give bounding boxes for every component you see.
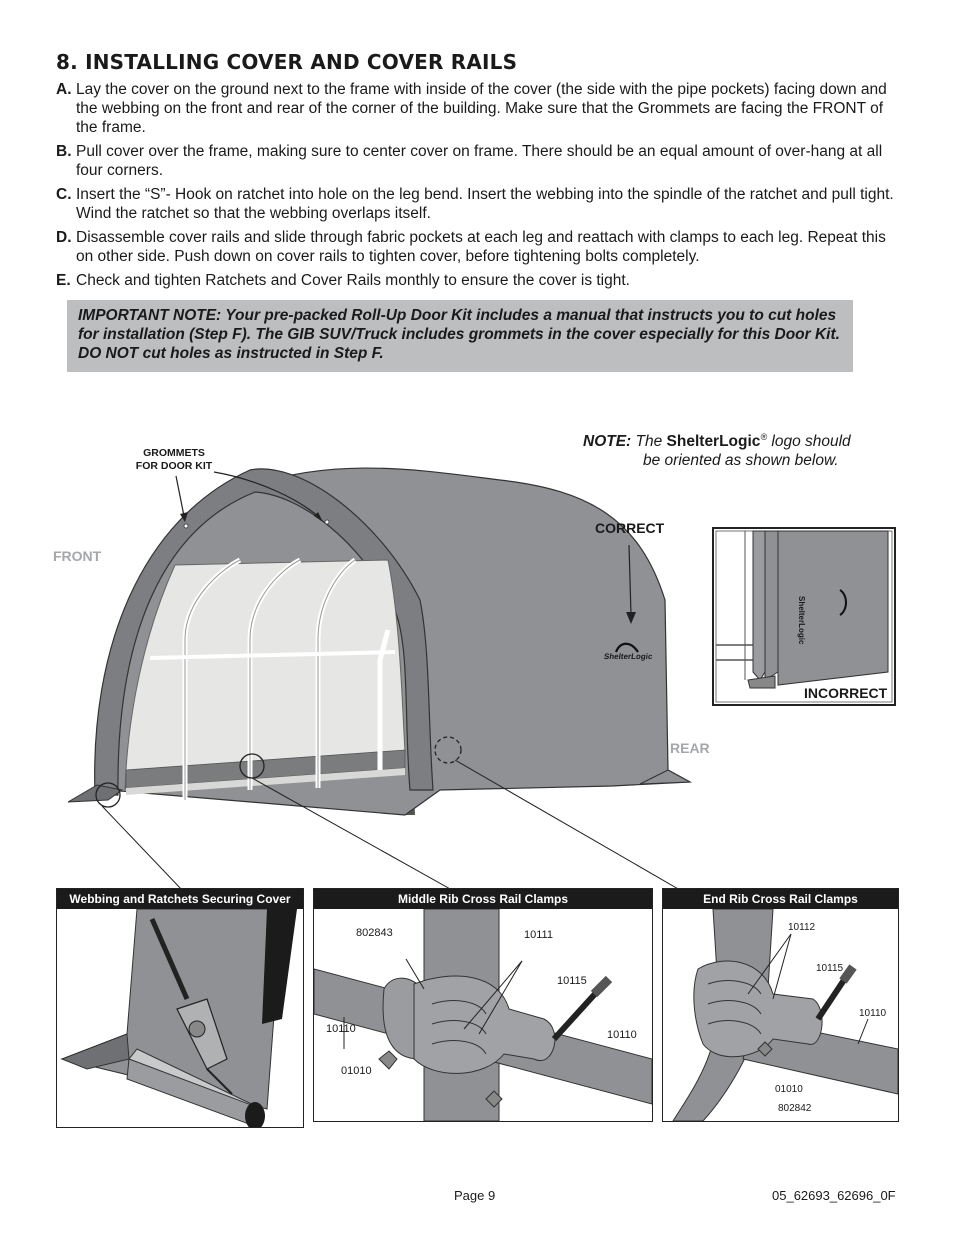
step-text: Disassemble cover rails and slide through fabric pockets at each leg and reattach with clamps to each leg. Repeat this on other side. Push down on cover rails to tighten cover, before tightening bolts completely. (76, 229, 886, 265)
step-text: Insert the “S”- Hook on ratchet into hole on the leg bend. Insert the webbing into the spindle of the ratchet and pull tight. Wind the ratchet so that the webbing overlaps itself. (76, 186, 894, 222)
step-text: Check and tighten Ratchets and Cover Rails monthly to ensure the cover is tight. (76, 272, 630, 289)
part-number: 10110 (859, 1008, 887, 1019)
incorrect-label: INCORRECT (804, 685, 888, 701)
registered-mark: ® (760, 432, 768, 442)
middle-rib-panel (313, 888, 653, 1122)
step-text: Pull cover over the frame, making sure to center cover on frame. There should be an equal amount of over-hang at all four corners. (76, 143, 883, 179)
important-note: IMPORTANT NOTE: Your pre-packed Roll-Up Door Kit includes a manual that instructs you to cut holes for installation (Step F). The GIB SUV/Truck includes grommets in the cover especially for this Door Kit. DO NOT cut holes as instructed in Step F. (67, 300, 853, 372)
step-letter: E. (56, 272, 71, 289)
cover-logo: ShelterLogic (603, 652, 654, 661)
part-number: 10110 (607, 1029, 637, 1041)
middle-rib-illustration (314, 909, 652, 1121)
step-letter: B. (56, 143, 72, 160)
part-number: 10110 (326, 1023, 356, 1035)
part-number: 01010 (775, 1084, 803, 1095)
brand-name: ShelterLogic (666, 433, 761, 451)
part-number: 10115 (816, 963, 844, 974)
step-text: Lay the cover on the ground next to the frame with inside of the cover (the side with the pipe pockets) facing down and the webbing on the front and rear of the corner of the building. Make sure that the Grommets are facing the FRONT of the frame. (76, 81, 887, 136)
webbing-panel-title: Webbing and Ratchets Securing Cover (57, 889, 303, 909)
rear-label: REAR (670, 740, 710, 756)
part-number: 802842 (778, 1103, 812, 1114)
note-line-2: be oriented as shown below. (643, 452, 839, 470)
step-letter: A. (56, 81, 72, 98)
note-text-2: logo should (767, 433, 851, 451)
document-id: 05_62693_62696_0F (772, 1188, 896, 1203)
incorrect-logo: ShelterLogic (797, 596, 806, 645)
note-prefix: NOTE: (583, 433, 632, 451)
part-number: 10111 (524, 929, 553, 941)
middle-rib-panel-title: Middle Rib Cross Rail Clamps (314, 889, 652, 909)
grommets-label (115, 447, 233, 473)
front-label: FRONT (53, 548, 102, 564)
step-letter: C. (56, 186, 72, 203)
grommets-label-line1: GROMMETS (143, 447, 205, 459)
part-number: 01010 (341, 1065, 372, 1077)
grommets-label-line2: FOR DOOR KIT (135, 460, 213, 472)
page-number: Page 9 (454, 1188, 496, 1203)
step-letter: D. (56, 229, 72, 246)
part-number: 802843 (356, 927, 393, 939)
end-rib-panel-title: End Rib Cross Rail Clamps (663, 889, 898, 909)
section-title: 8. INSTALLING COVER AND COVER RAILS (56, 50, 518, 74)
note-text: The (631, 433, 667, 451)
part-number: 10112 (788, 922, 816, 933)
correct-label: CORRECT (595, 520, 665, 536)
webbing-panel (56, 888, 304, 1128)
part-number: 10115 (557, 975, 587, 987)
webbing-illustration (57, 909, 303, 1127)
end-rib-panel (662, 888, 899, 1122)
